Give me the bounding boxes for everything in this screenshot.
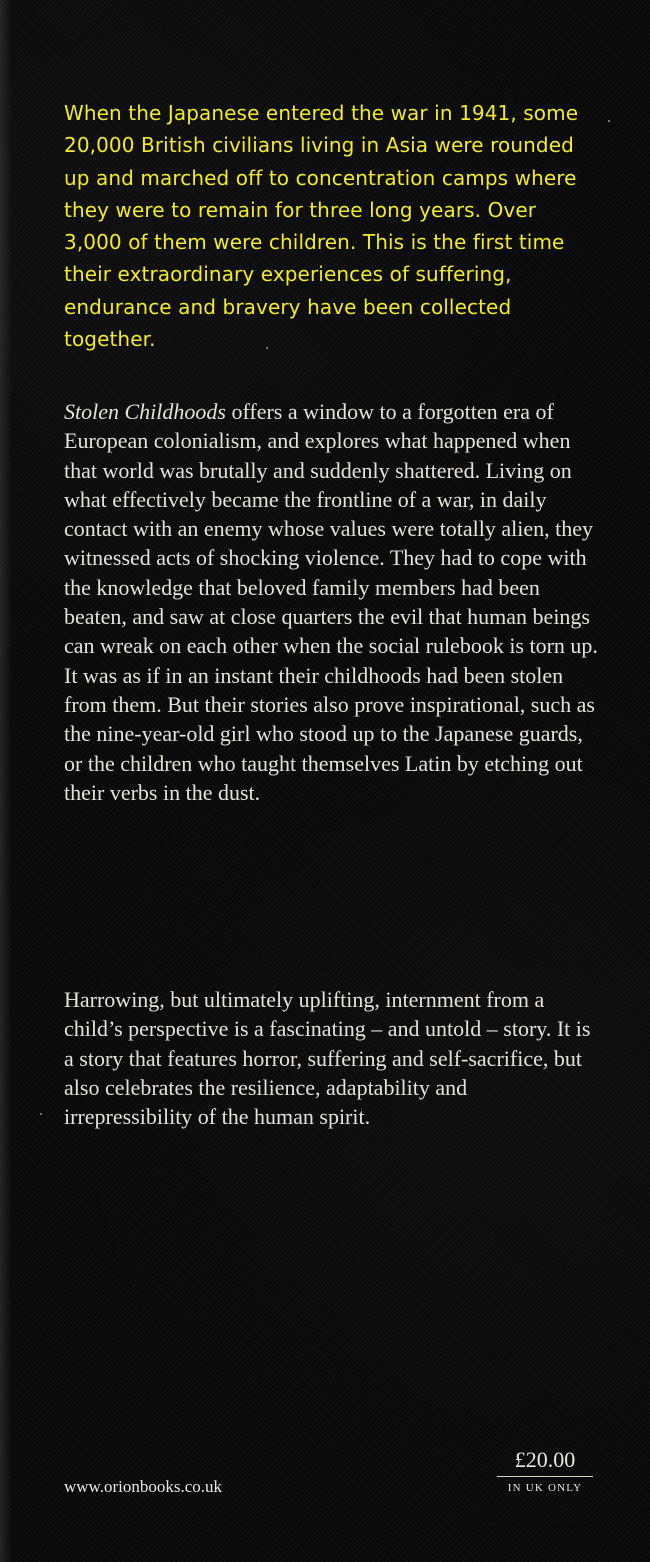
print-speck [40, 1113, 42, 1115]
description-paragraph-one-text: offers a window to a forgotten era of European colonialism, and explores what happened when that world was brutally and suddenly shattered. Living on what effectively became the frontline of a war, in daily contact with an enemy whose values were totally alien, they witnessed acts of shocking violence. They had to cope with the knowledge that beloved family members had been beaten, and saw at close quarters the evil that human beings can wreak on each other when the social rulebook is torn up. It was as if in an instant their childhoods had been stolen from them. But their stories also prove inspirational, such as the nine-year-old girl who stood up to the Japanese guards, or the children who taught themselves Latin by etching out their verbs in the dust. [64, 399, 598, 805]
description-paragraph-two: Harrowing, but ultimately uplifting, internment from a child’s perspective is a fascinating – and untold – story. It is a story that features horror, suffering and self-sacrifice, but also celebrates the resilience, adaptability and irrepressibility of the human spirit. [64, 987, 591, 1130]
price: £20.00 [514, 1447, 576, 1472]
price-region-note: IN UK ONLY [507, 1482, 583, 1494]
print-speck [608, 120, 610, 122]
description-paragraph-one [64, 397, 599, 807]
price-divider [497, 1476, 593, 1477]
cover-edge-shadow [0, 0, 12, 1562]
publisher-website: www.orionbooks.co.uk [64, 1477, 223, 1496]
intro-blurb: When the Japanese entered the war in 1941, some 20,000 British civilians living in Asia were rounded up and marched off to concentration camps where they were to remain for three long years. Over 3,000 of them were children. This is the first time their extraordinary experiences of suffering, endurance and bravery have been collected together. [64, 101, 579, 352]
print-speck [266, 347, 268, 349]
book-title: Stolen Childhoods [64, 399, 226, 424]
price-block [497, 1448, 593, 1495]
